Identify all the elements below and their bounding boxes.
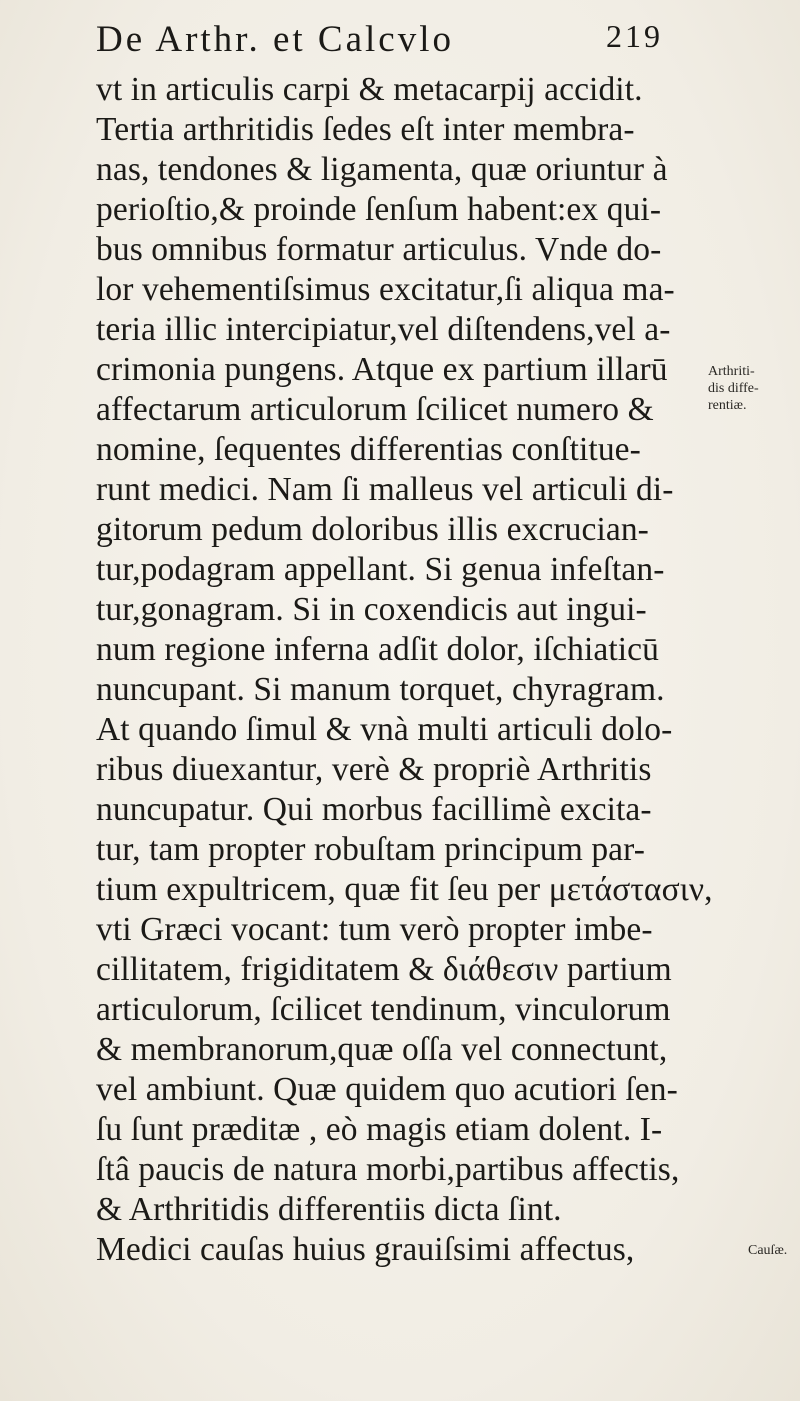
text-line: tium expultricem, quæ fit ſeu per μετάστασιν, [96, 871, 713, 908]
text-line: num regione inferna adſit dolor, iſchiaticū [96, 631, 659, 668]
text-line: nas, tendones & ligamenta, quæ oriuntur à [96, 151, 668, 188]
running-head [96, 14, 696, 74]
text-line: ribus diuexantur, verè & propriè Arthritis [96, 751, 652, 788]
page-number: 219 [606, 18, 663, 54]
text-line: tur,podagram appellant. Si genua infeſtan- [96, 551, 665, 588]
text-line: affectarum articulorum ſcilicet numero & [96, 391, 654, 428]
text-line: vti Græci vocant: tum verò propter imbe- [96, 911, 653, 948]
text-line: vt in articulis carpi & metacarpij accidit. [96, 71, 643, 108]
margin-note [708, 363, 759, 414]
text-line: & membranorum,quæ oſſa vel connectunt, [96, 1031, 668, 1068]
text-line: bus omnibus formatur articulus. Vnde do- [96, 231, 662, 268]
text-line: nuncupant. Si manum torquet, chyragram. [96, 671, 665, 708]
text-line: At quando ſimul & vnà multi articuli dolo- [96, 711, 673, 748]
text-line: ſtâ paucis de natura morbi,partibus affectis, [96, 1151, 680, 1188]
text-line: vel ambiunt. Quæ quidem quo acutiori ſen- [96, 1071, 678, 1108]
text-line: articulorum, ſcilicet tendinum, vinculorum [96, 991, 671, 1028]
text-line: Medici cauſas huius grauiſsimi affectus, [96, 1231, 635, 1268]
text-line: runt medici. Nam ſi malleus vel articuli di- [96, 471, 674, 508]
text-line: Tertia arthritidis ſedes eſt inter membra- [96, 111, 635, 148]
text-line: & Arthritidis differentiis dicta ſint. [96, 1191, 562, 1228]
text-line: gitorum pedum doloribus illis excrucian- [96, 511, 649, 548]
text-line: nomine, ſequentes differentias conſtitue- [96, 431, 641, 468]
running-title: De Arthr. et Calcvlo [96, 19, 454, 60]
text-line: tur, tam propter robuſtam principum par- [96, 831, 645, 868]
text-line: cillitatem, frigiditatem & διάθεσιν partium [96, 951, 672, 988]
text-line: ſu ſunt præditæ , eò magis etiam dolent. I- [96, 1111, 663, 1148]
text-line: teria illic intercipiatur,vel diſtendens,vel a- [96, 311, 671, 348]
margin-note-line: dis diffe- [708, 381, 759, 396]
margin-note-line: Arthriti- [708, 364, 755, 379]
catchword: Cauſæ. [748, 1243, 788, 1258]
text-line: perioſtio,& proinde ſenſum habent:ex qui- [96, 191, 662, 228]
text-line: crimonia pungens. Atque ex partium illarū [96, 351, 668, 388]
text-line: nuncupatur. Qui morbus facillimè excita- [96, 791, 652, 828]
text-line: lor vehementiſsimus excitatur,ſi aliqua ma- [96, 271, 675, 308]
text-line: tur,gonagram. Si in coxendicis aut ingui- [96, 591, 647, 628]
margin-note-line: rentiæ. [708, 398, 747, 413]
